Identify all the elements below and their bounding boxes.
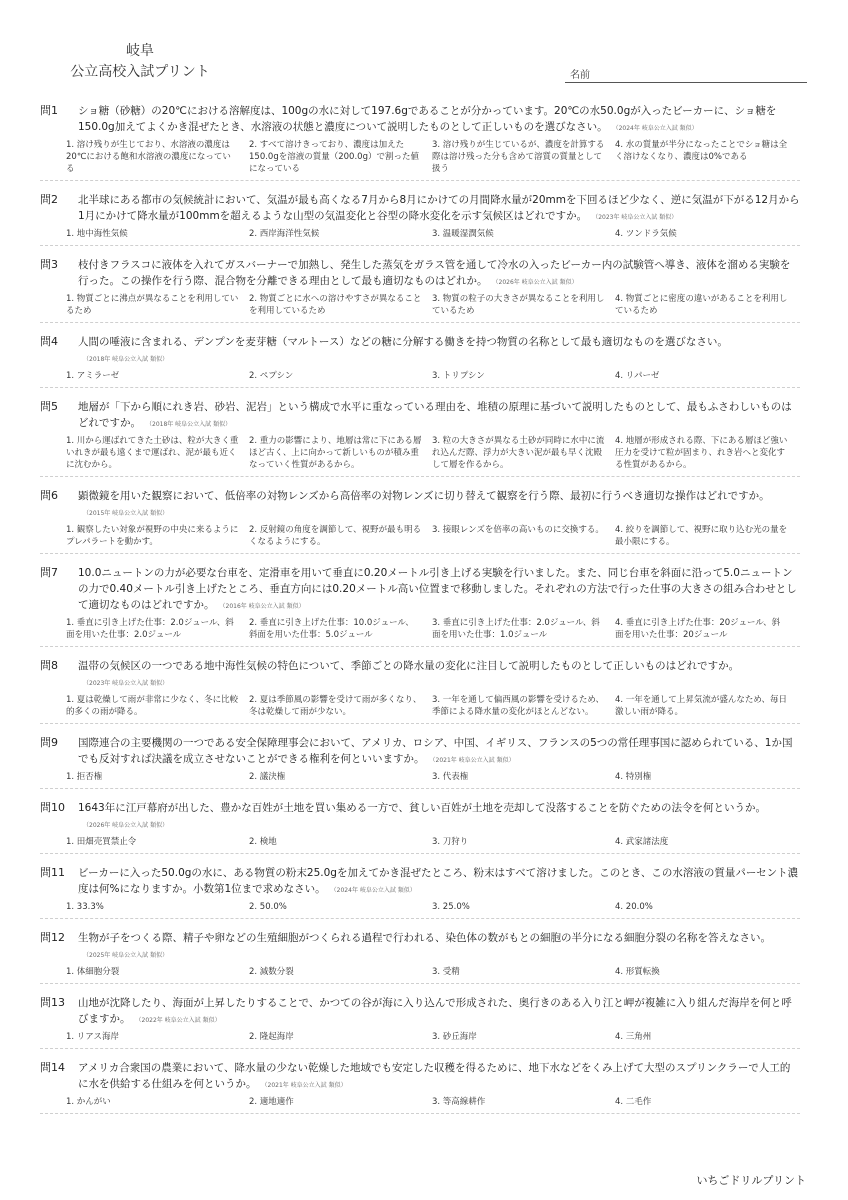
answer-option: 2. 西岸海洋性気候: [249, 229, 320, 239]
answer-options: [40, 228, 800, 240]
answer-options: [40, 435, 800, 471]
answer-option: 3. 物質の粒子の大きさが異なることを利用しているため: [432, 294, 605, 316]
answer-option: 4. 三角州: [615, 1032, 652, 1042]
page-title: 公立高校入試プリント: [70, 64, 210, 80]
question-source: （2022年 岐阜公立入試 類似）: [138, 1017, 221, 1024]
footer-brand: いちごドリルプリント: [696, 1174, 806, 1187]
question-row: [40, 865, 800, 899]
question-number: 問13: [40, 996, 65, 1009]
answer-options: [40, 293, 800, 317]
question-text: 人間の唾液に含まれる、デンプンを麦芽糖（マルトース）などの糖に分解する働きを持つ物質の名称として最も適切なものを選びなさい。: [78, 336, 728, 348]
question-row: [40, 565, 800, 615]
answer-option: 4. 一年を通して上昇気流が盛んなため、毎日激しい雨が降る。: [615, 695, 787, 717]
name-label: 名前: [570, 70, 590, 81]
question-source: （2026年 岐阜公立入試 類似）: [86, 822, 169, 829]
question-source: （2015年 岐阜公立入試 類似）: [86, 510, 169, 517]
question-row: [40, 103, 800, 137]
question-text-block: [78, 192, 800, 226]
question-item: [40, 189, 800, 246]
question-number: 問7: [40, 566, 58, 579]
answer-option: 1. 溶け残りが生じており、水溶液の濃度は20℃における飽和水溶液の濃度になっている: [66, 140, 231, 174]
question-number: 問1: [40, 104, 58, 117]
question-text-block: [78, 257, 800, 291]
question-text: 1643年に江戸幕府が出した、豊かな百姓が土地を買い集める一方で、貧しい百姓が土地を売却して没落することを防ぐための法令を何というか。: [78, 802, 767, 814]
question-row: [40, 800, 800, 834]
answer-option: 1. 田畑売買禁止令: [66, 837, 137, 847]
question-item: [40, 254, 800, 323]
question-text-block: [78, 334, 800, 368]
answer-option: 4. 形質転換: [615, 967, 660, 977]
answer-option: 4. 20.0%: [615, 902, 653, 912]
question-text: 温帯の気候区の一つである地中海性気候の特色について、季節ごとの降水量の変化に注目して説明したものとして正しいものはどれですか。: [78, 660, 740, 672]
answer-option: 4. 物質ごとに密度の違いがあることを利用しているため: [615, 294, 788, 316]
question-text-block: [78, 995, 800, 1029]
question-item: [40, 927, 800, 984]
answer-option: 3. 接眼レンズを倍率の高いものに交換する。: [432, 525, 604, 535]
question-text-block: [78, 399, 800, 433]
question-number: 問11: [40, 866, 65, 879]
question-text-block: [78, 735, 800, 769]
question-number: 問9: [40, 736, 58, 749]
question-text: 顕微鏡を用いた観察において、低倍率の対物レンズから高倍率の対物レンズに切り替えて観察を行う際、最初に行うべき適切な操作はどれですか。: [78, 490, 770, 502]
answer-options: [40, 966, 800, 978]
question-row: [40, 192, 800, 226]
answer-option: 2. 反射鏡の角度を調節して、視野が最も明るくなるようにする。: [249, 525, 422, 547]
question-row: [40, 930, 800, 964]
answer-option: 1. 川から運ばれてきた土砂は、粒が大きく重いれきが最も遠くまで運ばれ、泥が最も近くに沈むから。: [66, 436, 239, 470]
answer-options: [40, 694, 800, 718]
question-text: 地層が「下から順にれき岩、砂岩、泥岩」という構成で水平に重なっている理由を、堆積の原理に基づいて説明したものとして、最もふさわしいものはどれですか。: [78, 401, 792, 429]
question-text-block: [78, 103, 800, 137]
answer-option: 1. アミラーゼ: [66, 371, 120, 381]
answer-option: 4. 水の質量が半分になったことでショ糖は全く溶けなくなり、濃度は0%である: [615, 140, 788, 162]
answer-options: [40, 370, 800, 382]
answer-options: [40, 139, 800, 175]
question-number: 問8: [40, 659, 58, 672]
answer-option: 2. 隆起海岸: [249, 1032, 294, 1042]
question-text: 山地が沈降したり、海面が上昇したりすることで、かつての谷が海に入り込んで形成された、奥行きのある入り江と岬が複雑に入り組んだ海岸を何と呼びますか。: [78, 997, 792, 1025]
answer-option: 1. かんがい: [66, 1097, 111, 1107]
question-item: [40, 797, 800, 854]
answer-options: [40, 524, 800, 548]
answer-option: 2. 重力の影響により、地層は常に下にある層ほど古く、上に向かって新しいものが積み重なっていく性質があるから。: [249, 436, 422, 470]
answer-option: 4. 特別権: [615, 772, 652, 782]
answer-option: 1. 33.3%: [66, 902, 104, 912]
answer-option: 3. 砂丘海岸: [432, 1032, 477, 1042]
answer-option: 4. ツンドラ気候: [615, 229, 677, 239]
question-text-block: [78, 1060, 800, 1094]
question-row: [40, 1060, 800, 1094]
question-row: [40, 658, 800, 692]
question-row: [40, 488, 800, 522]
answer-options: [40, 617, 800, 641]
answer-option: 1. 観察したい対象が視野の中央に来るようにプレパラートを動かす。: [66, 525, 239, 547]
answer-option: 2. 検地: [249, 837, 277, 847]
question-text-block: [78, 488, 800, 522]
answer-option: 3. 受精: [432, 967, 460, 977]
question-item: [40, 396, 800, 477]
answer-option: 3. 代表権: [432, 772, 469, 782]
answer-option: 2. 50.0%: [249, 902, 287, 912]
question-source: （2023年 岐阜公立入試 類似）: [595, 214, 678, 221]
question-text-block: [78, 930, 800, 964]
question-item: [40, 992, 800, 1049]
question-number: 問12: [40, 931, 65, 944]
question-source: （2021年 岐阜公立入試 類似）: [264, 1082, 347, 1089]
answer-option: 4. 絞りを調節して、視野に取り込む光の量を最小限にする。: [615, 525, 788, 547]
question-source: （2023年 岐阜公立入試 類似）: [86, 680, 169, 687]
question-source: （2026年 岐阜公立入試 類似）: [495, 279, 578, 286]
question-text: ビーカーに入った50.0gの水に、ある物質の粉末25.0gを加えてかき混ぜたところ、粉末はすべて溶けました。このとき、この水溶液の質量パーセント濃度は何%になりますか。小数第1位まで求めなさい。: [78, 867, 799, 895]
answer-options: [40, 1031, 800, 1043]
answer-option: 3. 一年を通して偏西風の影響を受けるため、季節による降水量の変化がほとんどない。: [432, 695, 604, 717]
question-row: [40, 735, 800, 769]
question-source: （2024年 岐阜公立入試 類似）: [333, 887, 416, 894]
question-number: 問2: [40, 193, 58, 206]
question-text: アメリカ合衆国の農業において、降水量の少ない乾燥した地域でも安定した収穫を得るために、地下水などをくみ上げて大型のスプリンクラーで人工的に水を供給する仕組みを何というか。: [78, 1062, 791, 1090]
answer-options: [40, 1096, 800, 1108]
question-row: [40, 334, 800, 368]
answer-option: 3. 25.0%: [432, 902, 470, 912]
answer-options: [40, 771, 800, 783]
question-text: 生物が子をつくる際、精子や卵などの生殖細胞がつくられる過程で行われる、染色体の数がもとの細胞の半分になる細胞分裂の名称を答えなさい。: [78, 932, 771, 944]
answer-option: 2. すべて溶けきっており、濃度は加えた150.0gを溶液の質量（200.0g）で割った値になっている: [249, 140, 419, 174]
answer-option: 2. 適地適作: [249, 1097, 294, 1107]
question-text: 国際連合の主要機関の一つである安全保障理事会において、アメリカ、ロシア、中国、イギリス、フランスの5つの常任理事国に認められている、1か国でも反対すれば決議を成立させないことができる権利を何といいますか。: [78, 737, 793, 765]
question-text: 北半球にある都市の気候統計において、気温が最も高くなる7月から8月にかけての月間降水量が20mmを下回るほど少なく、逆に気温が下がる12月から1月にかけて降水量が100mmを超えるような山型の気温変化と谷型の降水変化を示す気候区はどれですか。: [78, 194, 800, 222]
answer-option: 4. リパーゼ: [615, 371, 660, 381]
question-item: [40, 655, 800, 724]
answer-option: 1. 垂直に引き上げた仕事：2.0ジュール、斜面を用いた仕事：2.0ジュール: [66, 618, 234, 640]
question-text-block: [78, 800, 800, 834]
answer-option: 4. 地層が形成される際、下にある層ほど強い圧力を受けて粒が固まり、れき岩へと変化する性質があるから。: [615, 436, 788, 470]
answer-option: 1. 体細胞分裂: [66, 967, 120, 977]
question-source: （2016年 岐阜公立入試 類似）: [222, 603, 305, 610]
answer-option: 2. 夏は季節風の影響を受けて雨が多くなり、冬は乾燥して雨が少ない。: [249, 695, 422, 717]
answer-options: [40, 901, 800, 913]
question-list: [40, 100, 800, 1122]
question-text: ショ糖（砂糖）の20℃における溶解度は、100gの水に対して197.6gであることが分かっています。20℃の水50.0gが入ったビーカーに、ショ糖を150.0g加えてよくかき混ぜたとき、水溶液の状態と濃度について説明したものとして正しいものを選びなさい。: [78, 105, 777, 133]
question-number: 問14: [40, 1061, 65, 1074]
answer-option: 4. 二毛作: [615, 1097, 652, 1107]
question-source: （2018年 岐阜公立入試 類似）: [86, 356, 169, 363]
question-number: 問4: [40, 335, 58, 348]
answer-option: 3. 垂直に引き上げた仕事：2.0ジュール、斜面を用いた仕事：1.0ジュール: [432, 618, 600, 640]
question-item: [40, 485, 800, 554]
question-text-block: [78, 658, 800, 692]
answer-option: 3. 刀狩り: [432, 837, 469, 847]
question-item: [40, 862, 800, 919]
question-text: 枝付きフラスコに液体を入れてガスバーナーで加熱し、発生した蒸気をガラス管を通して冷水の入ったビーカー内の試験管へ導き、液体を溜める実験を行った。この操作を行う際、混合物を分離できる理由として最も適切なものはどれか。: [78, 259, 791, 287]
question-item: [40, 100, 800, 181]
question-number: 問10: [40, 801, 65, 814]
question-number: 問6: [40, 489, 58, 502]
question-item: [40, 562, 800, 647]
answer-option: 2. 議決権: [249, 772, 286, 782]
answer-options: [40, 836, 800, 848]
answer-option: 4. 垂直に引き上げた仕事：20ジュール、斜面を用いた仕事：20ジュール: [615, 618, 781, 640]
question-row: [40, 995, 800, 1029]
answer-option: 2. 物質ごとに水への溶けやすさが異なることを利用しているため: [249, 294, 422, 316]
question-source: （2021年 岐阜公立入試 類似）: [432, 757, 515, 764]
question-text-block: [78, 865, 800, 899]
answer-option: 1. 地中海性気候: [66, 229, 128, 239]
answer-option: 1. 拒否権: [66, 772, 103, 782]
answer-option: 2. ペプシン: [249, 371, 294, 381]
question-row: [40, 399, 800, 433]
question-number: 問3: [40, 258, 58, 271]
question-number: 問5: [40, 400, 58, 413]
answer-option: 3. トリプシン: [432, 371, 485, 381]
question-text-block: [78, 565, 800, 615]
answer-option: 1. リアス海岸: [66, 1032, 119, 1042]
answer-option: 2. 減数分裂: [249, 967, 294, 977]
question-item: [40, 331, 800, 388]
question-text: 10.0ニュートンの力が必要な台車を、定滑車を用いて垂直に0.20メートル引き上げる実験を行いました。また、同じ台車を斜面に沿って5.0ニュートンの力で0.40メートル引き上げたところ、垂直方向には0.20メートル高い位置まで移動しました。それぞれの方法で行った仕事の大きさの組み合わせとして適切なものはどれですか。: [78, 567, 797, 611]
name-underline: [565, 82, 807, 83]
question-source: （2024年 岐阜公立入試 類似）: [615, 125, 698, 132]
answer-option: 2. 垂直に引き上げた仕事：10.0ジュール、斜面を用いた仕事：5.0ジュール: [249, 618, 414, 640]
answer-option: 4. 武家諸法度: [615, 837, 669, 847]
answer-option: 3. 等高線耕作: [432, 1097, 486, 1107]
question-item: [40, 732, 800, 789]
question-row: [40, 257, 800, 291]
question-item: [40, 1057, 800, 1114]
answer-option: 3. 粒の大きさが異なる土砂が同時に水中に流れ込んだ際、浮力が大きい泥が最も早く沈殿して層を作るから。: [432, 436, 605, 470]
question-source: （2025年 岐阜公立入試 類似）: [86, 952, 169, 959]
question-source: （2018年 岐阜公立入試 類似）: [149, 421, 232, 428]
answer-option: 3. 溶け残りが生じているが、濃度を計算する際は溶け残った分も含めて溶質の質量として扱う: [432, 140, 605, 174]
prefecture-title: 岐阜: [126, 43, 154, 59]
answer-option: 1. 夏は乾燥して雨が非常に少なく、冬に比較的多くの雨が降る。: [66, 695, 239, 717]
answer-option: 3. 温暖湿潤気候: [432, 229, 494, 239]
answer-option: 1. 物質ごとに沸点が異なることを利用しているため: [66, 294, 239, 316]
